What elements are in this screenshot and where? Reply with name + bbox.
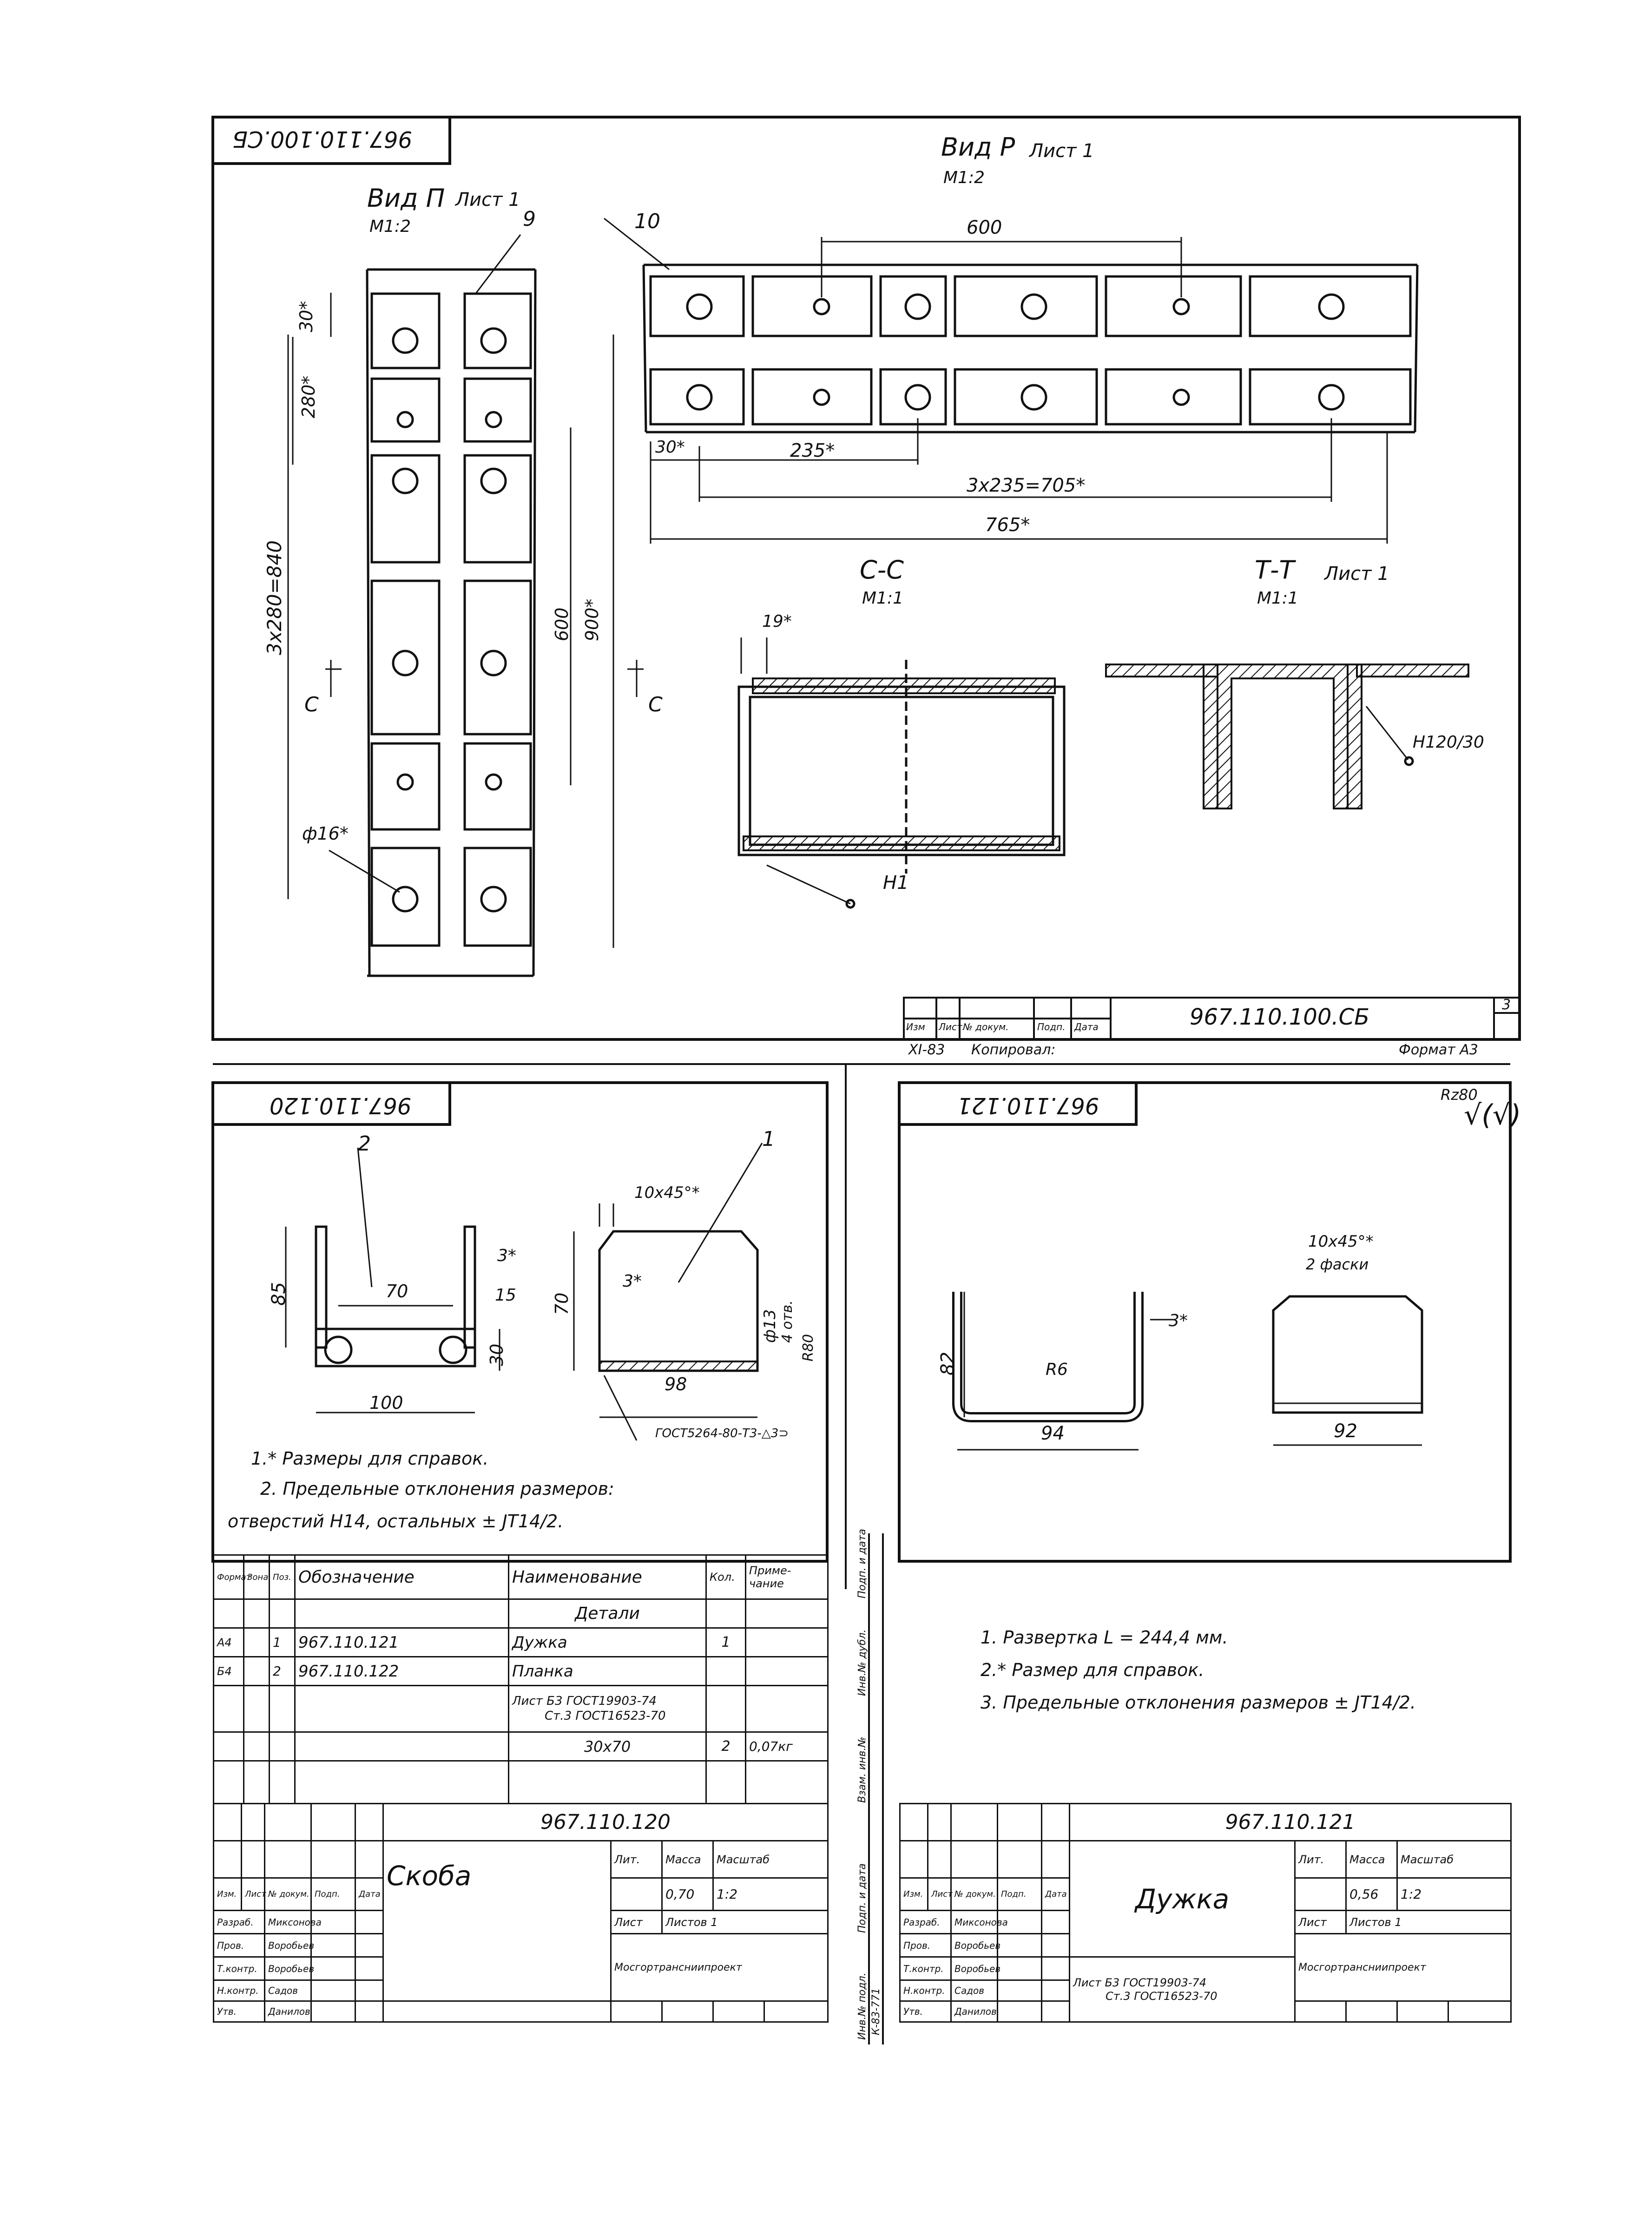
left-ref-2: 2 <box>358 1132 371 1156</box>
right-tb-code: 967.110.121 <box>1070 1804 1511 1841</box>
left-dim-d13: ф13 <box>761 1309 779 1343</box>
dim-30: 30* <box>296 301 316 332</box>
view-r-strip <box>644 265 1417 432</box>
section-cc-scale: М1:1 <box>862 589 903 608</box>
spec-h-note: Приме-чание <box>746 1555 828 1599</box>
left-dim-70: 70 <box>386 1281 408 1302</box>
right-tb-material <box>1070 1957 1295 2022</box>
view-p-strip <box>367 270 535 976</box>
view-r-sheet: Лист 1 <box>1029 140 1094 162</box>
right-title-block <box>899 1803 1512 2023</box>
top-tb-h-doc: № докум. <box>963 1021 1009 1032</box>
spec-row2-pos: 2 <box>270 1657 295 1686</box>
section-cc-title: С-С <box>860 555 904 585</box>
left-dim-70b: 70 <box>552 1292 572 1315</box>
left-tb-code: 967.110.120 <box>383 1804 828 1841</box>
right-tb-material-prefix: Лист <box>1073 1976 1101 1989</box>
spec-h-format: Формат <box>214 1555 244 1599</box>
spec-row1-qty: 1 <box>706 1628 746 1657</box>
left-tb-role-5: Утв. <box>214 2001 265 2022</box>
dim-d16: ф16* <box>302 823 349 844</box>
right-tb-role-4: Н.контр. <box>900 1980 951 2001</box>
left-dim-4holes: 4 отв. <box>779 1300 796 1343</box>
left-dim-30: 30 <box>487 1343 507 1366</box>
right-tb-material-l2: Ст.3 ГОСТ16523-70 <box>1106 1989 1218 2003</box>
right-side-inv: К-83-771 <box>870 1988 882 2035</box>
dim-19: 19* <box>762 612 792 631</box>
right-tb-name: Дужка <box>1070 1841 1295 1957</box>
section-tt-title: Т-Т <box>1255 555 1295 585</box>
right-tb-org: Мосгортрансниипроект <box>1295 1934 1511 2001</box>
left-dim-r80: R80 <box>800 1334 816 1361</box>
spec-h-pos: Поз. <box>270 1555 295 1599</box>
right-tb-role-2: Пров. <box>900 1934 951 1957</box>
spec-h-designation: Обозначение <box>295 1555 509 1599</box>
left-tb-h-sign: Подп. <box>311 1878 355 1911</box>
right-dim-r6: R6 <box>1046 1360 1068 1379</box>
left-note-3: отверстий Н14, остальных ± JT14/2. <box>228 1511 564 1532</box>
right-tb-sheet-label: Лист <box>1295 1911 1346 1934</box>
part-ref-9: 9 <box>523 207 536 231</box>
left-tb-role-2: Пров. <box>214 1934 265 1957</box>
right-dim-92: 92 <box>1334 1420 1357 1442</box>
dim-600-v: 600 <box>552 607 572 641</box>
left-tb-sheets-label: Листов 1 <box>662 1911 828 1934</box>
right-dim-2-chamfers: 2 фаски <box>1306 1256 1369 1273</box>
left-tb-scale: 1:2 <box>713 1878 828 1911</box>
right-side-col-2: Подп. и дата <box>856 1863 868 1933</box>
dim-900: 900* <box>582 598 602 641</box>
spec-section-title: Детали <box>509 1599 706 1628</box>
dim-280: 280* <box>298 375 319 418</box>
spec-row2-format: Б4 <box>214 1657 244 1686</box>
dim-3x235: 3x235=705* <box>967 475 1086 496</box>
left-note-1: 1.* Размеры для справок. <box>251 1448 489 1469</box>
right-stamp-rotated: 967.110.121 <box>957 1092 1099 1118</box>
right-tb-name-5: Данилов <box>951 2001 998 2022</box>
right-side-col-1: Инв.№ подл. <box>856 1972 868 2040</box>
left-weld-std: ГОСТ5264-80-Т3-△3⊃ <box>655 1427 789 1440</box>
right-dim-3: 3* <box>1169 1311 1188 1330</box>
left-stamp-rotated: 967.110.120 <box>270 1092 412 1118</box>
left-dim-3b: 3* <box>623 1272 642 1291</box>
left-tb-name: Скоба <box>383 1841 611 2001</box>
view-r-title: Вид Р <box>941 132 1015 162</box>
right-tb-role-5: Утв. <box>900 2001 951 2022</box>
dim-235: 235* <box>790 440 835 461</box>
right-note-2: 2.* Размер для справок. <box>981 1660 1204 1680</box>
view-p-sheet: Лист 1 <box>455 189 520 210</box>
left-tb-role-4: Н.контр. <box>214 1980 265 2001</box>
weld-n120-30: Н120/30 <box>1413 733 1484 752</box>
top-tb-h-izm: Изм <box>906 1021 925 1032</box>
left-tb-h-doc: № докум. <box>265 1878 311 1911</box>
left-dim-15: 15 <box>495 1286 516 1305</box>
right-tb-scale: 1:2 <box>1397 1878 1511 1911</box>
left-title-block <box>213 1803 829 2023</box>
right-sheet-frame <box>899 1083 1510 1561</box>
spec-row2-name: Планка <box>509 1657 706 1686</box>
section-cc-drawing <box>739 638 1064 907</box>
left-tb-name-3: Воробьев <box>265 1957 311 1980</box>
left-tb-mass: 0,70 <box>662 1878 713 1911</box>
right-dim-chamfer: 10x45°* <box>1308 1232 1374 1251</box>
left-plate-drawing <box>286 1148 500 1413</box>
spec-row2-designation: 967.110.122 <box>295 1657 509 1686</box>
right-tb-role-1: Разраб. <box>900 1911 951 1934</box>
spec-h-name: Наименование <box>509 1555 706 1599</box>
right-tb-h-sign: Подп. <box>998 1878 1042 1911</box>
right-tb-name-2: Воробьев <box>951 1934 998 1957</box>
left-ref-1: 1 <box>762 1127 775 1151</box>
left-tb-name-2: Воробьев <box>265 1934 311 1957</box>
right-tb-name-1: Миксонова <box>951 1911 998 1934</box>
left-tb-org: Мосгортрансниипроект <box>611 1934 828 2001</box>
right-tb-lit: Лит. <box>1295 1841 1346 1878</box>
left-tb-role-3: Т.контр. <box>214 1957 265 1980</box>
left-tb-h-date: Дата <box>355 1878 383 1911</box>
spec-row1-pos: 1 <box>270 1628 295 1657</box>
top-tb-code: 967.110.100.СБ <box>1190 1004 1370 1030</box>
right-tb-role-3: Т.контр. <box>900 1957 951 1980</box>
left-dim-100: 100 <box>369 1393 403 1413</box>
right-tb-h-doc: № докум. <box>951 1878 998 1911</box>
section-tt-sheet: Лист 1 <box>1324 563 1389 585</box>
top-tb-h-date: Дата <box>1074 1021 1099 1032</box>
dim-765: 765* <box>985 514 1030 536</box>
right-tb-mass-label: Масса <box>1346 1841 1397 1878</box>
left-tb-name-1: Миксонова <box>265 1911 311 1934</box>
left-dim-3: 3* <box>497 1246 516 1265</box>
right-tb-mass: 0,56 <box>1346 1878 1397 1911</box>
spec-material-prefix: Лист <box>512 1694 543 1709</box>
section-mark-right: С <box>648 693 663 717</box>
spec-h-zone: Зона <box>244 1555 270 1599</box>
right-tb-name-4: Садов <box>951 1980 998 2001</box>
spec-size-note: 0,07кг <box>746 1732 828 1761</box>
right-tb-material-l1: Б3 ГОСТ19903-74 <box>1105 1976 1207 1989</box>
dim-30-h: 30* <box>655 438 685 457</box>
right-dim-94: 94 <box>1041 1423 1065 1444</box>
left-dim-chamfer: 10x45°* <box>634 1183 700 1202</box>
top-tb-h-list: Лист <box>939 1021 962 1032</box>
right-side-col-3: Взам. инв.№ <box>856 1736 868 1803</box>
right-note-1: 1. Развертка L = 244,4 мм. <box>981 1627 1228 1648</box>
right-tb-h-izm: Изм. <box>900 1878 928 1911</box>
left-tb-lit: Лит. <box>611 1841 662 1878</box>
view-r-scale: М1:2 <box>943 168 985 187</box>
view-p-title: Вид П <box>367 184 445 213</box>
right-side-col-4: Инв.№ дубл. <box>856 1629 868 1696</box>
dim-3x280: 3x280=840 <box>263 540 286 655</box>
dim-600-h: 600 <box>967 217 1002 238</box>
right-roughness-mark: √(√) <box>1464 1099 1521 1131</box>
spec-row1-name: Дужка <box>509 1628 706 1657</box>
top-tb-h-sign: Подп. <box>1037 1021 1066 1032</box>
spec-size: 30x70 <box>509 1732 706 1761</box>
spec-material <box>509 1686 706 1732</box>
left-tb-mass-label: Масса <box>662 1841 713 1878</box>
left-tb-scale-label: Масштаб <box>713 1841 828 1878</box>
top-footer-format: Формат А3 <box>1399 1042 1478 1058</box>
spec-material-l1: Б3 ГОСТ19903-74 <box>546 1694 657 1709</box>
top-footer-copied: Копировал: <box>971 1042 1056 1058</box>
top-footer-left: XI-83 <box>908 1042 945 1058</box>
right-tb-scale-label: Масштаб <box>1397 1841 1511 1878</box>
right-note-3: 3. Предельные отклонения размеров ± JT14/2. <box>981 1692 1416 1713</box>
right-roughness: Rz80 <box>1441 1086 1478 1104</box>
view-p-scale: М1:2 <box>369 217 411 236</box>
left-dim-85: 85 <box>268 1282 290 1306</box>
left-spec-table <box>213 1554 829 1804</box>
section-tt-scale: М1:1 <box>1257 589 1298 608</box>
section-mark-left: С <box>304 693 319 717</box>
part-ref-10: 10 <box>634 210 660 233</box>
spec-row1-format: А4 <box>214 1628 244 1657</box>
left-tb-sheet-label: Лист <box>611 1911 662 1934</box>
left-tb-role-1: Разраб. <box>214 1911 265 1934</box>
left-tb-h-izm: Изм. <box>214 1878 242 1911</box>
right-tb-name-3: Воробьев <box>951 1957 998 1980</box>
right-side-col-5: Подп. и дата <box>856 1529 868 1598</box>
left-dim-98: 98 <box>665 1374 687 1394</box>
left-note-2: 2. Предельные отклонения размеров: <box>260 1479 614 1499</box>
left-tb-name-4: Садов <box>265 1980 311 2001</box>
left-tb-h-list: Лист <box>242 1878 265 1911</box>
spec-material-l2: Ст.3 ГОСТ16523-70 <box>545 1709 666 1723</box>
right-tb-h-list: Лист <box>928 1878 951 1911</box>
top-stamp-rotated: 967.110.100.СБ <box>232 126 413 152</box>
right-dim-82: 82 <box>937 1352 959 1375</box>
spec-row1-designation: 967.110.121 <box>295 1628 509 1657</box>
right-tb-h-date: Дата <box>1042 1878 1070 1911</box>
right-side-columns <box>869 1533 883 2045</box>
left-tb-name-5: Данилов <box>265 2001 311 2022</box>
weld-n1: Н1 <box>883 872 909 894</box>
spec-size-qty: 2 <box>706 1732 746 1761</box>
spec-h-qty: Кол. <box>706 1555 746 1599</box>
right-tb-sheets-label: Листов 1 <box>1346 1911 1511 1934</box>
top-tb-sheet-no: 3 <box>1502 997 1511 1013</box>
